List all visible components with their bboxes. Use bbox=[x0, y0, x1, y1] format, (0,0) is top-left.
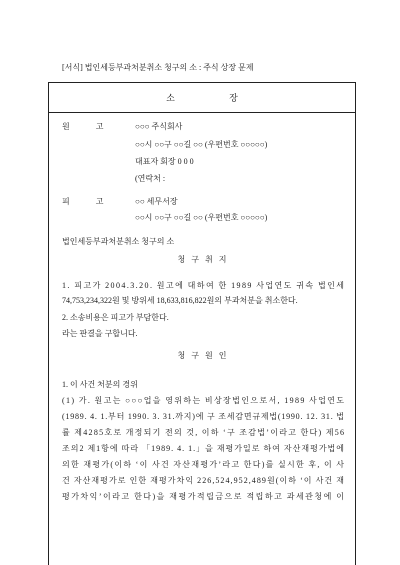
claim-cause-heading: 청 구 원 인 bbox=[177, 351, 227, 360]
plaintiff-representative: 대표자 회장 0 0 0 bbox=[135, 157, 194, 166]
claim-purpose-line: 2. 소송비용은 피고가 부담한다. bbox=[62, 313, 169, 322]
claim-cause-section-title: 1. 이 사건 처분의 경위 bbox=[62, 380, 138, 389]
claim-cause-line: 평가차익’이라고 한다)을 재평가적립금으로 적립하고 과세관청에 이 bbox=[62, 492, 345, 501]
heading-divider bbox=[48, 112, 356, 113]
claim-cause-line: (1) 가. 원고는 ○○○업을 영위하는 비상장법인으로서, 1989 사업연도 bbox=[62, 396, 345, 405]
claim-purpose-heading: 청 구 취 지 bbox=[177, 255, 227, 264]
case-name: 법인세등부과처분취소 청구의 소 bbox=[62, 237, 175, 246]
defendant-address: ○○시 ○○구 ○○길 ○○ (우편번호 ○○○○○) bbox=[135, 213, 268, 222]
document-heading: 소 장 bbox=[166, 93, 238, 103]
defendant-name: ○○ 세무서장 bbox=[135, 197, 178, 206]
plaintiff-label: 원 고 bbox=[62, 122, 104, 131]
claim-purpose-line: 라는 판결을 구합니다. bbox=[62, 329, 138, 338]
claim-cause-line: 조의2 제1항에 따라 「1989. 4. 1.」을 재평가일로 하여 자산재평가법에 bbox=[62, 444, 345, 453]
defendant-label: 피 고 bbox=[62, 197, 104, 206]
claim-purpose-line: 1. 피고가 2004.3.20. 원고에 대하여 한 1989 사업연도 귀속 법인세 bbox=[62, 281, 345, 290]
plaintiff-address: ○○시 ○○구 ○○길 ○○ (우편번호 ○○○○○) bbox=[135, 140, 268, 149]
plaintiff-name: ○○○ 주식회사 bbox=[135, 122, 183, 131]
claim-cause-line: 건 자산재평가로 인한 재평가차익 226,524,952,489원(이하 ‘이 사건 재 bbox=[62, 476, 345, 485]
claim-cause-line: (1989. 4. 1.부터 1990. 3. 31.까지)에 구 조세감면규제법(1990. 12. 31. 법 bbox=[62, 412, 345, 421]
plaintiff-contact: (연락처 : bbox=[135, 174, 166, 183]
claim-cause-line: 의한 재평가(이하 ‘이 사건 자산재평가’라고 한다)를 실시한 후, 이 사 bbox=[62, 460, 345, 469]
form-title: [서식] 법인세등부과처분취소 청구의 소 : 주식 상장 문제 bbox=[62, 63, 254, 72]
claim-purpose-line: 74,753,234,322원 및 방위세 18,633,816,822원의 부과처분을 취소한다. bbox=[62, 296, 298, 305]
claim-cause-line: 률 제4285호로 개정되기 전의 것, 이하 ‘구 조감법’이라고 한다) 제56 bbox=[62, 428, 345, 437]
